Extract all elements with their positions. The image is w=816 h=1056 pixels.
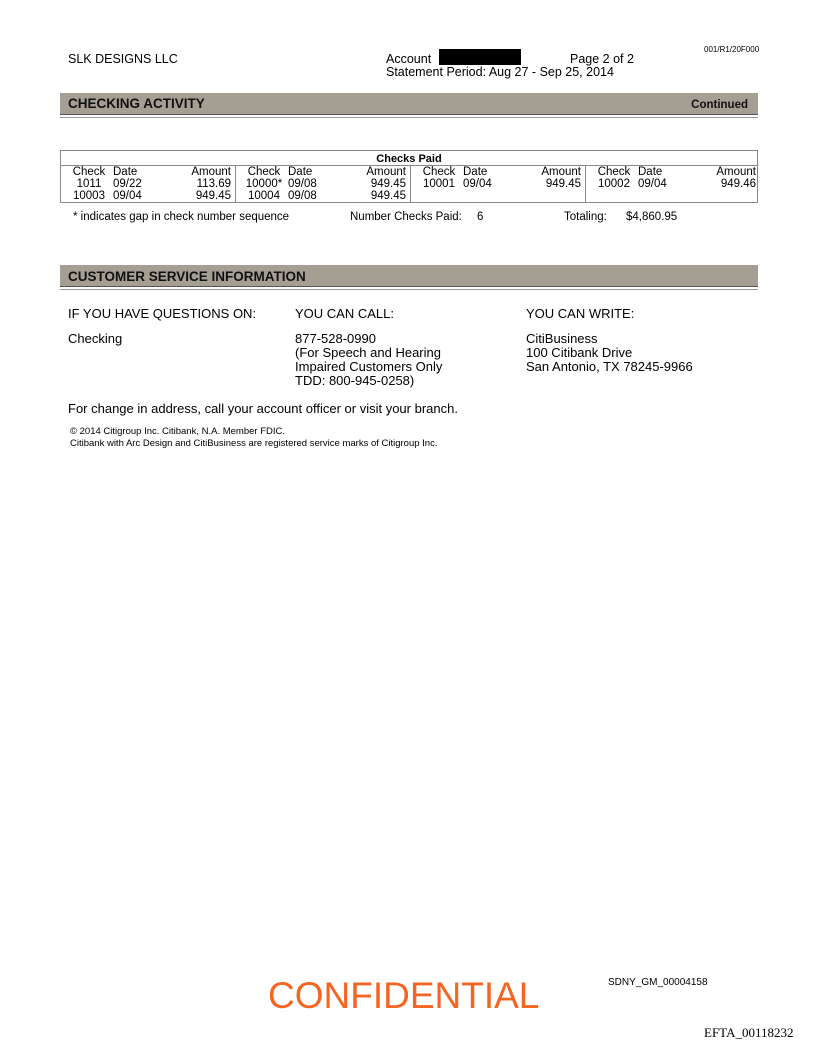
checking-activity-header (60, 93, 758, 115)
column-header-date: Date (638, 166, 663, 178)
page-number: Page 2 of 2 (570, 52, 634, 66)
column-header-check: Check (422, 166, 456, 178)
column-header-row (61, 166, 235, 178)
checks-paid-table (60, 150, 758, 203)
mailing-name: CitiBusiness (526, 331, 598, 346)
tdd-number: TDD: 800-945-0258) (295, 373, 415, 388)
column-header-row (411, 166, 585, 178)
bates-number-sdny: SDNY_GM_00004158 (608, 977, 708, 988)
check-number: 10004 (248, 190, 280, 202)
check-column-group (586, 166, 760, 203)
topic-checking: Checking (68, 331, 123, 346)
column-header-date: Date (113, 166, 138, 178)
check-column-group (411, 166, 586, 203)
statement-period: Statement Period: Aug 27 - Sep 25, 2014 (386, 65, 614, 79)
check-date: 09/08 (288, 190, 317, 202)
address-change-note: For change in address, call your account officer or visit your branch. (68, 401, 458, 416)
redaction-block (439, 49, 521, 65)
column-header-amount: Amount (716, 166, 756, 178)
mailing-street: 100 Citibank Drive (526, 345, 633, 360)
check-number: 10000* (245, 178, 283, 190)
call-heading: YOU CAN CALL: (295, 306, 394, 321)
table-row (61, 178, 235, 190)
check-amount: 949.45 (545, 178, 581, 190)
column-header-row (236, 166, 410, 178)
table-row (61, 190, 235, 202)
check-number: 10002 (598, 178, 630, 190)
check-amount: 949.46 (720, 178, 756, 190)
mailing-city: San Antonio, TX 78245-9966 (526, 359, 693, 374)
company-name: SLK DESIGNS LLC (68, 52, 178, 66)
check-number: 10001 (423, 178, 455, 190)
phone-number: 877-528-0990 (295, 331, 376, 346)
total-value: $4,860.95 (626, 211, 678, 223)
check-amount: 949.45 (370, 178, 406, 190)
gap-note: * indicates gap in check number sequence (73, 211, 290, 223)
continued-label: Continued (691, 99, 748, 111)
checks-count-value: 6 (477, 211, 484, 223)
table-row (411, 178, 585, 190)
account-label: Account (386, 52, 432, 66)
check-column-group (61, 166, 236, 203)
divider (60, 289, 758, 290)
column-header-amount: Amount (541, 166, 581, 178)
total-label: Totaling: (564, 211, 607, 223)
column-header-amount: Amount (366, 166, 406, 178)
call-line: (For Speech and Hearing (295, 345, 441, 360)
column-header-check: Check (247, 166, 281, 178)
write-heading: YOU CAN WRITE: (526, 306, 635, 321)
check-date: 09/08 (288, 178, 317, 190)
column-header-check: Check (597, 166, 631, 178)
check-number: 1011 (76, 178, 102, 190)
copyright-notice: © 2014 Citigroup Inc. Citibank, N.A. Member FDIC. (70, 426, 286, 437)
check-number: 10003 (73, 190, 105, 202)
checks-paid-title: Checks Paid (376, 153, 442, 165)
check-date: 09/04 (638, 178, 667, 190)
customer-service-header (60, 265, 758, 287)
confidential-stamp: CONFIDENTIAL (268, 975, 540, 1016)
questions-heading: IF YOU HAVE QUESTIONS ON: (68, 306, 257, 321)
bates-number-efta: EFTA_00118232 (704, 1025, 794, 1040)
section-title: CUSTOMER SERVICE INFORMATION (68, 269, 306, 284)
call-line: Impaired Customers Only (295, 359, 443, 374)
table-row (236, 190, 410, 202)
check-column-group (236, 166, 411, 203)
check-date: 09/22 (113, 178, 142, 190)
checks-count-label: Number Checks Paid: (350, 211, 462, 223)
check-amount: 949.45 (370, 190, 406, 202)
table-row (236, 178, 410, 190)
column-header-row (586, 166, 760, 178)
column-header-amount: Amount (191, 166, 231, 178)
check-amount: 949.45 (195, 190, 231, 202)
divider (60, 117, 758, 118)
check-date: 09/04 (463, 178, 492, 190)
check-date: 09/04 (113, 190, 142, 202)
document-code: 001/R1/20F000 (704, 45, 760, 54)
trademark-notice: Citibank with Arc Design and CitiBusiness are registered service marks of Citigroup Inc. (70, 438, 438, 449)
column-header-date: Date (288, 166, 313, 178)
table-row (586, 178, 760, 190)
check-amount: 113.69 (196, 178, 231, 190)
column-header-check: Check (72, 166, 106, 178)
column-header-date: Date (463, 166, 488, 178)
section-title: CHECKING ACTIVITY (68, 96, 205, 111)
